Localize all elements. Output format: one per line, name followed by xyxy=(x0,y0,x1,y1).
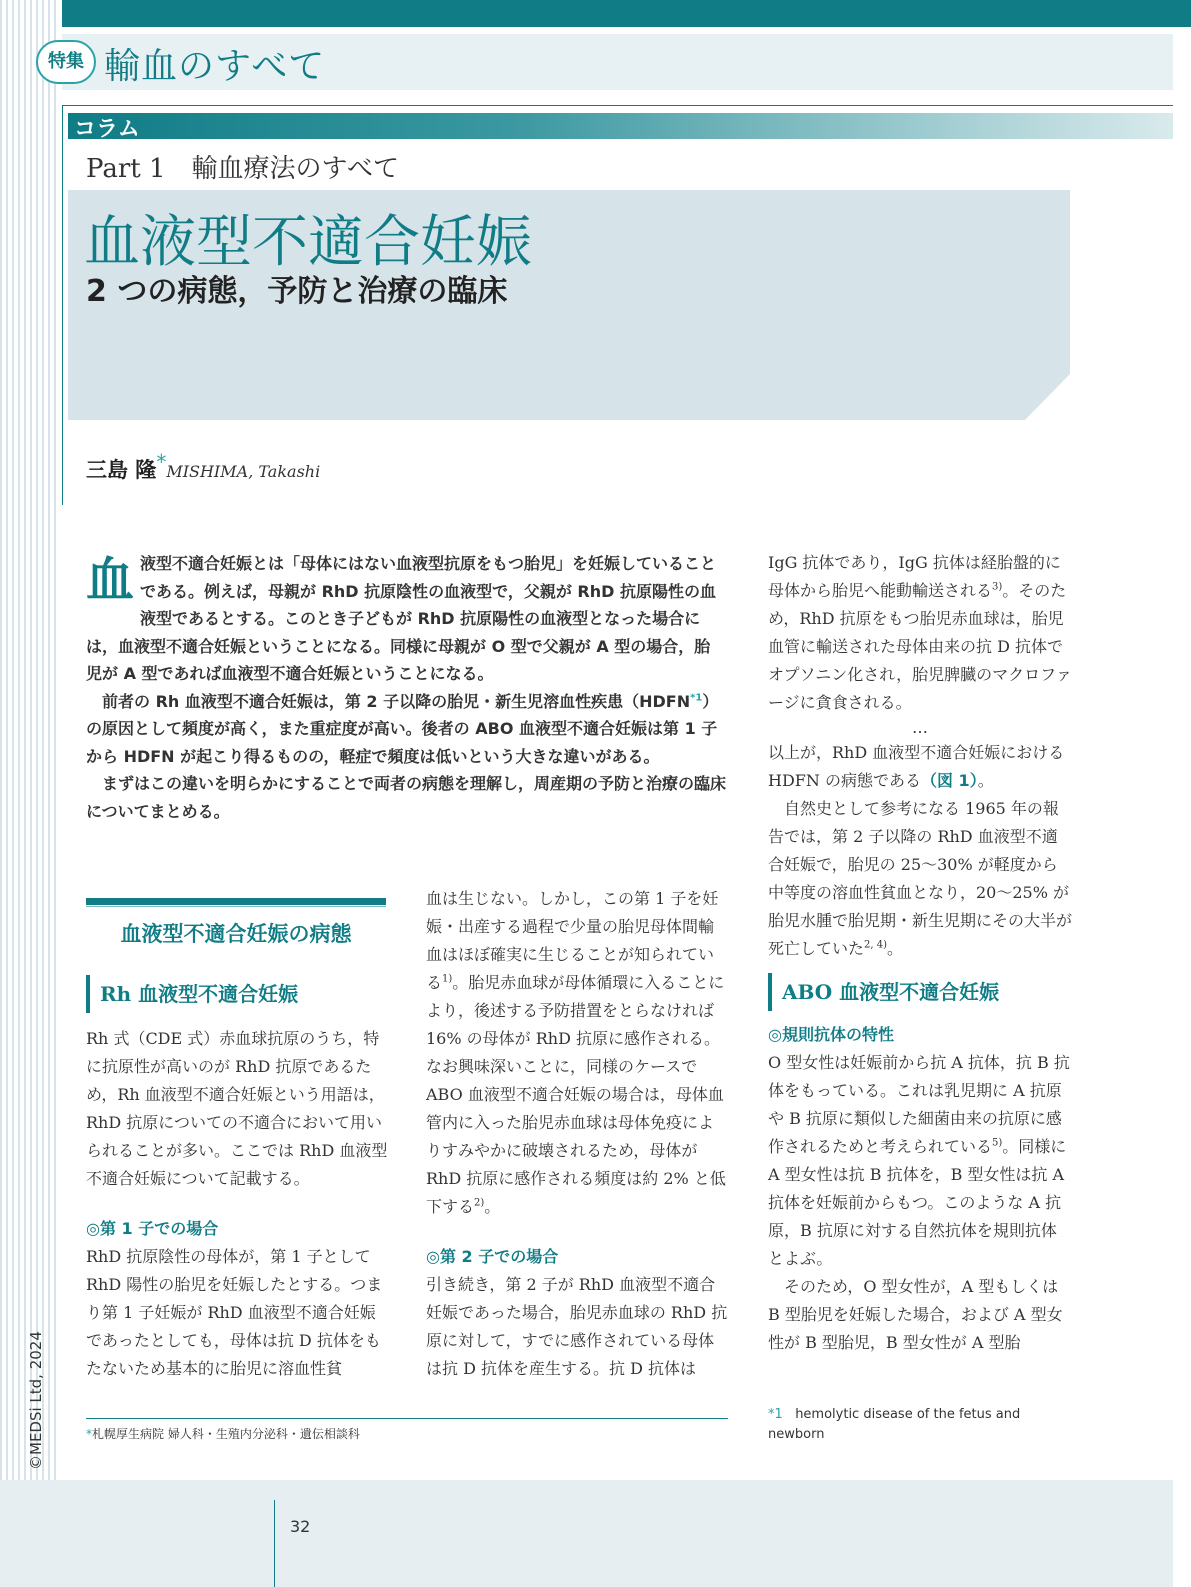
column-2-paragraph-1 xyxy=(426,885,728,1221)
part-label: Part 1 輸血療法のすべて xyxy=(86,154,399,184)
regular-antibody-heading: ◎規則抗体の特性 xyxy=(768,1025,894,1044)
footnote-mark: *1 xyxy=(768,1407,783,1422)
bottom-band xyxy=(60,1480,1173,1587)
frame-line-horizontal xyxy=(62,105,1173,106)
section-heading: 血液型不適合妊娠の病態 xyxy=(120,922,352,946)
summary-paragraph xyxy=(768,739,1072,795)
intro-text-1: 液型不適合妊娠とは「母体にはない血液型抗原をもつ胎児」を妊娠していることである。例えば，母親が RhD 抗原陰性の血液型で，父親が RhD 抗原陽性の血液型であるとする。このとき子どもが RhD 抗原陽性の血液型となった場合には，血液型不適合妊娠ということになる。同様に母親が O 型で父親が A 型の場合，胎児が A 型であれば血液型不適合妊娠ということになる。 xyxy=(86,554,717,683)
ref-5: 5) xyxy=(992,1137,1003,1149)
col2-text-c: 。 xyxy=(484,1197,501,1216)
col2-text-a: 血は生じない。しかし，この第 1 子を妊娠・出産する過程で少量の胎児母体間輸血はほぼ確実に生じることが知られている xyxy=(426,889,719,992)
footnote-ref: *1 xyxy=(690,692,703,704)
author-asterisk: * xyxy=(156,450,167,474)
column-label-bar xyxy=(68,113,1173,139)
series-title: 輸血のすべて xyxy=(104,46,326,87)
summary-text: 以上が，RhD 血液型不適合妊娠における HDFN の病態である xyxy=(768,743,1065,790)
article-title: 血液型不適合妊娠 xyxy=(84,210,532,275)
intro-paragraph-2 xyxy=(86,688,726,771)
article-subtitle: 2 つの病態，予防と治療の臨床 xyxy=(86,274,508,309)
author-english-name: MISHIMA, Takashi xyxy=(166,462,321,481)
rh-subheading: Rh 血液型不適合妊娠 xyxy=(86,975,388,1013)
section-heading-bar xyxy=(86,898,386,905)
abo-paragraph-1 xyxy=(768,1049,1072,1273)
second-child-heading: ◎第 2 子での場合 xyxy=(426,1247,559,1266)
column-1-body xyxy=(86,975,388,1383)
rh-paragraph: Rh 式（CDE 式）赤血球抗原のうち，特に抗原性が高いのが RhD 抗原であるため，Rh 血液型不適合妊娠という用語は，RhD 抗原についての不適合において用いられることが多い。ここでは RhD 血液型不適合妊娠について記載する。 xyxy=(86,1029,388,1188)
page-number: 32 xyxy=(290,1517,311,1536)
affiliation-asterisk: * xyxy=(86,1427,92,1441)
summary-end: 。 xyxy=(977,771,994,790)
col2-text-b: 。胎児赤血球が母体循環に入ることにより，後述する予防措置をとらなければ 16% の母体が RhD 抗原に感作される。なお興味深いことに，同様のケースで ABO 血液型不適合妊娠の場合は，母体血管内に入った胎児赤血球は母体免疫によりすみやかに破壊されるため，母体が RhD 抗原に感作される頻度は約 2% と低下する xyxy=(426,973,726,1216)
footnote-rule xyxy=(86,1418,728,1419)
first-child-paragraph: RhD 抗原陰性の母体が，第 1 子として RhD 陽性の胎児を妊娠したとする。つまり第 1 子妊娠が RhD 血液型不適合妊娠であったとしても，母体は抗 D 抗体をもたないため基本的に胎児に溶血性貧 xyxy=(86,1247,383,1378)
column-2-body xyxy=(426,885,728,1383)
first-child-heading: ◎第 1 子での場合 xyxy=(86,1219,219,1238)
copyright: ©MEDSi Ltd, 2024 xyxy=(27,1331,45,1470)
affiliation xyxy=(86,1425,360,1442)
left-stripe-decoration xyxy=(0,0,60,1480)
special-feature-badge: 特集 xyxy=(36,40,96,84)
column-label: コラム xyxy=(74,117,140,142)
intro-text-2b: ）の原因として頻度が高く，また重症度が高い。後者の ABO 血液型不適合妊娠は第 1 子から HDFN が起こり得るものの，軽症で頻度は低いという大きな違いがある。 xyxy=(86,691,719,766)
col3-text-a: IgG 抗体であり，IgG 抗体は経胎盤的に母体から胎児へ能動輸送される xyxy=(768,553,1061,600)
history-paragraph xyxy=(768,795,1072,963)
history-end: 。 xyxy=(887,939,904,958)
ref-2-4: 2, 4) xyxy=(864,939,887,951)
section-heading-underline xyxy=(86,906,386,907)
abo-text-b: 。同様に A 型女性は抗 B 抗体を，B 型女性は抗 A 抗体を妊娠前からもつ。このような A 抗原，B 抗原に対する自然抗体を規則抗体とよぶ。 xyxy=(768,1137,1067,1268)
ref-3: 3) xyxy=(992,581,1003,593)
column-3-paragraph-1 xyxy=(768,549,1072,717)
frame-line-vertical xyxy=(62,105,63,505)
author-line xyxy=(86,450,320,484)
footnote-text: hemolytic disease of the fetus and newborn xyxy=(768,1407,1021,1442)
affiliation-text: 札幌厚生病院 婦人科・生殖内分泌科・遺伝相談科 xyxy=(92,1427,360,1441)
intro-paragraph-3: まずはこの違いを明らかにすることで両者の病態を理解し，周産期の予防と治療の臨床についてまとめる。 xyxy=(86,774,727,821)
page-number-rule xyxy=(274,1500,275,1587)
author-name: 三島 隆 xyxy=(86,458,157,482)
history-text: 自然史として参考になる 1965 年の報告では，第 2 子以降の RhD 血液型不適合妊娠で，胎児の 25〜30% が軽度から中等度の溶血性貧血となり，20〜25% が胎児水腫で胎児期・新生児期にその大半が死亡していた xyxy=(768,799,1073,958)
abo-text-a: O 型女性は妊娠前から抗 A 抗体，抗 B 抗体をもっている。これは乳児期に A 抗原や B 抗原に類似した細菌由来の抗原に感作されるためと考えられている xyxy=(768,1053,1070,1156)
abo-paragraph-2: そのため，O 型女性が，A 型もしくは B 型胎児を妊娠した場合，および A 型女性が B 型胎児，B 型女性が A 型胎 xyxy=(768,1277,1063,1352)
abo-subheading: ABO 血液型不適合妊娠 xyxy=(768,973,1072,1011)
top-color-bar xyxy=(62,0,1191,27)
col3-text-b: 。そのため，RhD 抗原をもつ胎児赤血球は，胎児血管に輸送された母体由来の抗 D 抗体でオプソニン化され，胎児脾臓のマクロファージに貪食される。 xyxy=(768,581,1072,712)
left-bottom-band xyxy=(0,1480,60,1587)
footnote xyxy=(768,1405,1078,1445)
dropcap: 血 xyxy=(86,552,135,608)
ellipsis: … xyxy=(912,718,928,737)
intro-lead xyxy=(86,550,726,825)
intro-paragraph-1 xyxy=(86,550,726,688)
ref-2: 2) xyxy=(474,1197,485,1209)
ref-1: 1) xyxy=(442,973,453,985)
intro-text-2a: 前者の Rh 血液型不適合妊娠は，第 2 子以降の胎児・新生児溶血性疾患（HDFN xyxy=(102,691,691,711)
second-child-paragraph: 引き続き，第 2 子が RhD 血液型不適合妊娠であった場合，胎児赤血球の RhD 抗原に対して，すでに感作されている母体は抗 D 抗体を産生する。抗 D 抗体は xyxy=(426,1275,728,1378)
figure-1-link[interactable]: （図 1） xyxy=(920,771,978,790)
column-3-body xyxy=(768,549,1072,1357)
